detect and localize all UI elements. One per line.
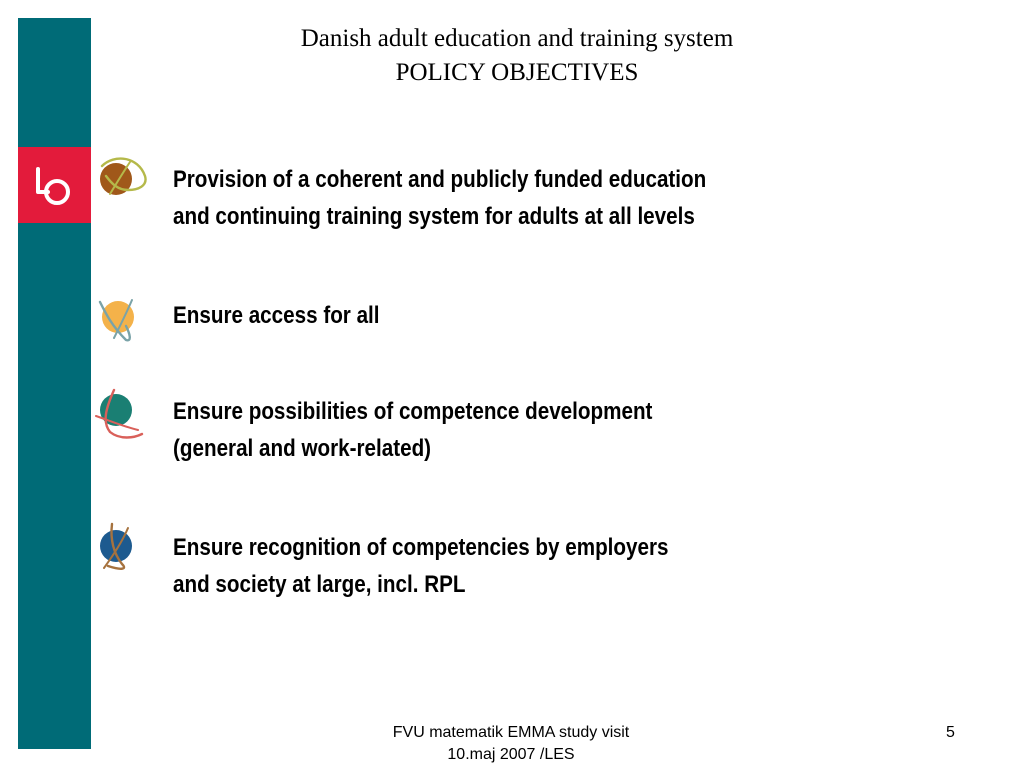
- bullet-1-text: Provision of a coherent and publicly funded education and continuing training system for adults at all levels: [173, 166, 707, 230]
- bullet-3-text: Ensure possibilities of competence development (general and work-related): [173, 398, 653, 462]
- bullet-4-text: Ensure recognition of competencies by employers and society at large, incl. RPL: [173, 534, 669, 598]
- side-bar: [18, 18, 91, 749]
- title-line-2: POLICY OBJECTIVES: [395, 59, 639, 86]
- title-line-1: Danish adult education and training system: [300, 25, 734, 52]
- page-number: 5: [946, 724, 955, 741]
- brown-ball-icon: [92, 148, 148, 204]
- lo-logo: [18, 147, 91, 223]
- bullet-2-text: Ensure access for all: [173, 302, 380, 329]
- slide-title: [140, 22, 894, 90]
- orange-ball-icon: [92, 290, 148, 346]
- blue-ball-icon: [92, 520, 148, 576]
- green-ball-icon: [92, 386, 148, 442]
- lo-logo-icon: [18, 147, 91, 223]
- footer-text: FVU matematik EMMA study visit 10.maj 2007 /LES: [392, 724, 630, 763]
